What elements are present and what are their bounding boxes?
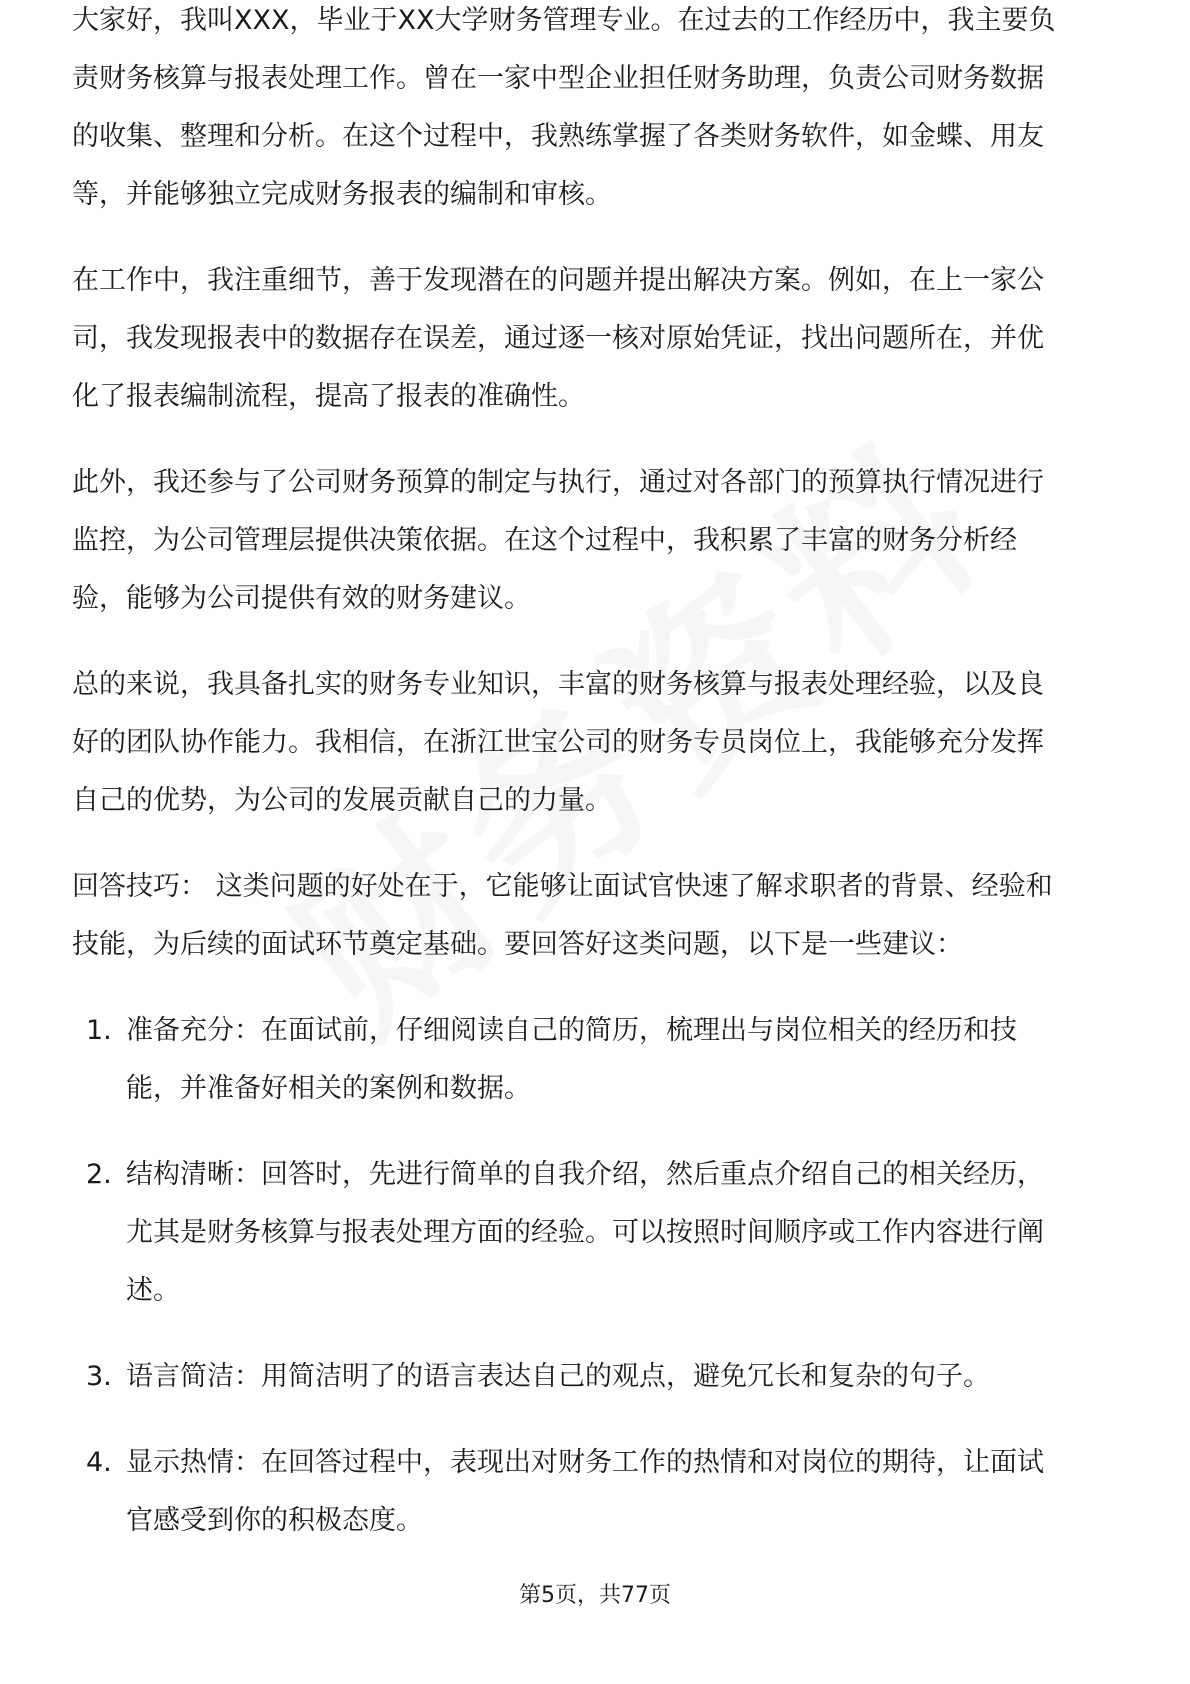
text-line: 官感受到你的积极态度。 bbox=[126, 1505, 423, 1536]
paragraph-summary bbox=[72, 656, 1124, 830]
list-number: 4. bbox=[86, 1447, 112, 1478]
text-line: 技能，为后续的面试环节奠定基础。要回答好这类问题，以下是一些建议： bbox=[72, 929, 963, 960]
list-item-4 bbox=[72, 1434, 1124, 1550]
paragraph-detail bbox=[72, 252, 1124, 426]
text-line: 等，并能够独立完成财务报表的编制和审核。 bbox=[72, 179, 612, 210]
list-item-3 bbox=[72, 1348, 1124, 1406]
text-line: 化了报表编制流程，提高了报表的准确性。 bbox=[72, 381, 585, 412]
paragraph-budget bbox=[72, 454, 1124, 628]
text-line: 自己的优势，为公司的发展贡献自己的力量。 bbox=[72, 785, 612, 816]
paragraph-intro bbox=[72, 0, 1124, 224]
list-number: 2. bbox=[86, 1159, 112, 1190]
text-line: 责财务核算与报表处理工作。曾在一家中型企业担任财务助理，负责公司财务数据 bbox=[72, 63, 1044, 94]
text-line: 验，能够为公司提供有效的财务建议。 bbox=[72, 583, 531, 614]
text-line: 显示热情：在回答过程中，表现出对财务工作的热情和对岗位的期待，让面试 bbox=[126, 1447, 1044, 1478]
text-line: 大家好，我叫XXX，毕业于XX大学财务管理专业。在过去的工作经历中，我主要负 bbox=[72, 5, 1056, 36]
text-line: 的收集、整理和分析。在这个过程中，我熟练掌握了各类财务软件，如金蝶、用友 bbox=[72, 121, 1044, 152]
text-line: 尤其是财务核算与报表处理方面的经验。可以按照时间顺序或工作内容进行阐 bbox=[126, 1217, 1044, 1248]
page-number: 第5页，共77页 bbox=[519, 1583, 671, 1608]
paragraph-tips-intro bbox=[72, 858, 1124, 974]
text-line: 监控，为公司管理层提供决策依据。在这个过程中，我积累了丰富的财务分析经 bbox=[72, 525, 1017, 556]
text-line: 回答技巧： 这类问题的好处在于，它能够让面试官快速了解求职者的背景、经验和 bbox=[72, 871, 1053, 902]
text-line: 司，我发现报表中的数据存在误差，通过逐一核对原始凭证，找出问题所在，并优 bbox=[72, 323, 1044, 354]
text-line: 此外，我还参与了公司财务预算的制定与执行，通过对各部门的预算执行情况进行 bbox=[72, 467, 1044, 498]
text-line: 结构清晰：回答时，先进行简单的自我介绍，然后重点介绍自己的相关经历， bbox=[126, 1159, 1044, 1190]
text-line: 总的来说，我具备扎实的财务专业知识，丰富的财务核算与报表处理经验，以及良 bbox=[72, 669, 1044, 700]
text-line: 能，并准备好相关的案例和数据。 bbox=[126, 1073, 531, 1104]
text-line: 好的团队协作能力。我相信，在浙江世宝公司的财务专员岗位上，我能够充分发挥 bbox=[72, 727, 1044, 758]
text-line: 在工作中，我注重细节，善于发现潜在的问题并提出解决方案。例如，在上一家公 bbox=[72, 265, 1044, 296]
document-body bbox=[72, 5, 1124, 1578]
text-line: 准备充分：在面试前，仔细阅读自己的简历，梳理出与岗位相关的经历和技 bbox=[126, 1015, 1017, 1046]
list-number: 3. bbox=[86, 1361, 112, 1392]
list-item-2 bbox=[72, 1146, 1124, 1320]
text-line: 语言简洁：用简洁明了的语言表达自己的观点，避免冗长和复杂的句子。 bbox=[126, 1361, 990, 1392]
list-item-1 bbox=[72, 1002, 1124, 1118]
text-line: 述。 bbox=[126, 1275, 180, 1306]
list-number: 1. bbox=[86, 1015, 112, 1046]
